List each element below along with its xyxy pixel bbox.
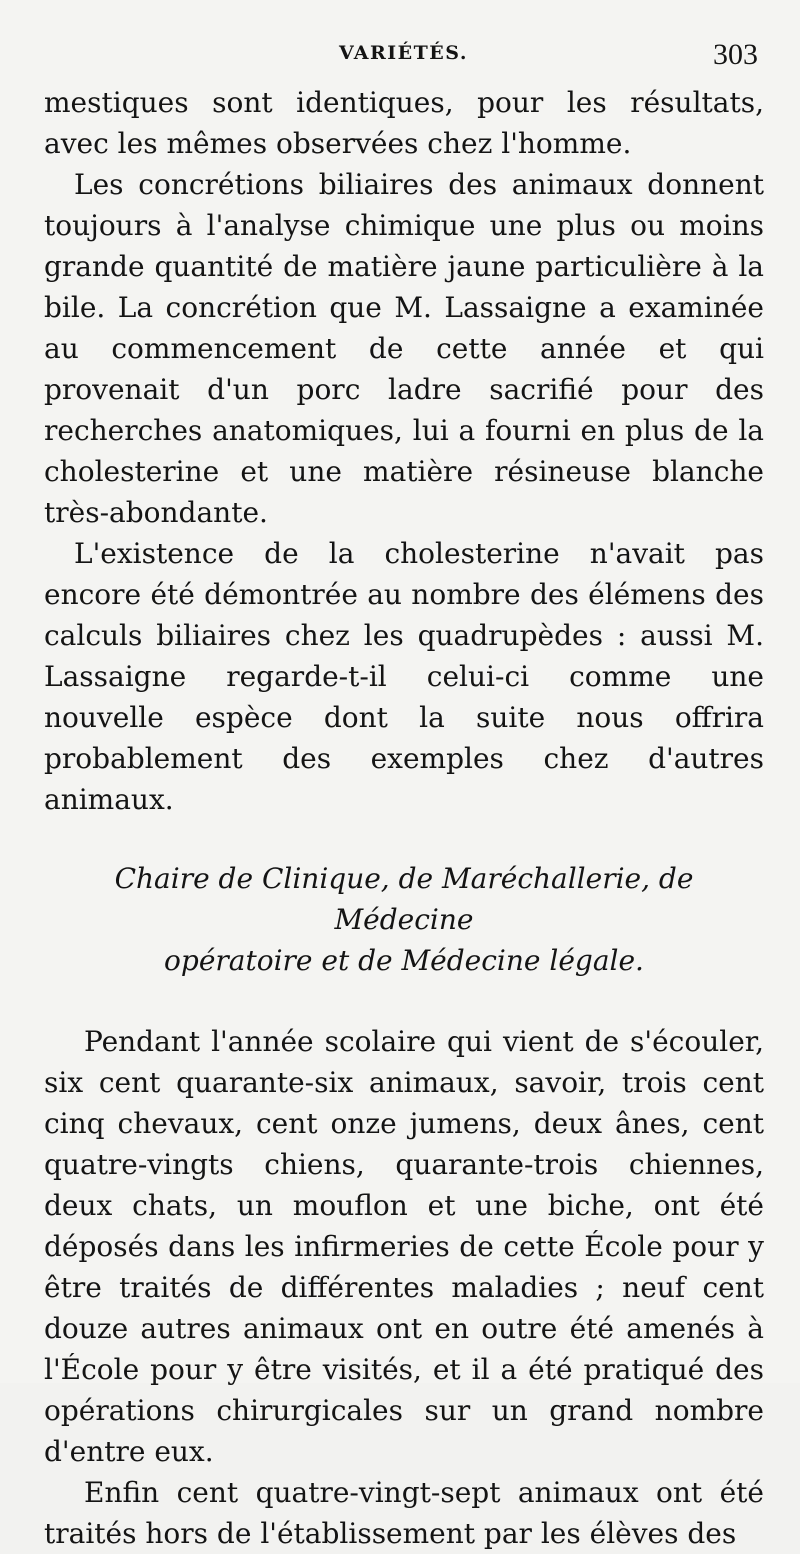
- paragraph-external-treatment: Enfin cent quatre-vingt-sept animaux ont été traités hors de l'établissement par les élèves des: [44, 1476, 764, 1550]
- body-text: [44, 82, 764, 1554]
- paragraph-school-year: Pendant l'année scolaire qui vient de s'écouler, six cent quarante-six animaux, savoir, trois cent cinq chevaux, cent onze jumens, deux ânes, cent quatre-vingts chiens, quarante-trois chiennes, deux chats, un mouflon et une biche, ont été déposés dans les infirmeries de cette École pour y être traités de différentes maladies ; neuf cent douze autres animaux ont en outre été amenés à l'École pour y être visités, et il a été pratiqué des opérations chirurgicales sur un grand nombre d'entre eux.: [44, 1025, 764, 1468]
- section-heading-line-2: opératoire et de Médecine légale.: [164, 944, 644, 977]
- page-number: 303: [713, 38, 758, 71]
- running-header: [44, 38, 762, 78]
- running-title: VARIÉTÉS.: [339, 42, 468, 64]
- paragraph-continued: mestiques sont identiques, pour les résultats, avec les mêmes observées chez l'homme.: [44, 86, 764, 160]
- paragraph-biliary-concretions: Les concrétions biliaires des animaux donnent toujours à l'analyse chimique une plus ou moins grande quantité de matière jaune particulière à la bile. La concrétion que M. Lassaigne a examinée au commencement de cette année et qui provenait d'un porc ladre sacrifié pour des recherches anatomiques, lui a fourni en plus de la cholesterine et une matière résineuse blanche très-abondante.: [44, 168, 764, 529]
- section-heading-line-1: Chaire de Clinique, de Maréchallerie, de Médecine: [114, 862, 694, 936]
- section-heading: [44, 858, 764, 981]
- paragraph-cholesterine: L'existence de la cholesterine n'avait pas encore été démontrée au nombre des élémens des calculs biliaires chez les quadrupèdes : aussi M. Lassaigne regarde-t-il celui-ci comme une nouvelle espèce dont la suite nous offrira probablement des exemples chez d'autres animaux.: [44, 537, 764, 816]
